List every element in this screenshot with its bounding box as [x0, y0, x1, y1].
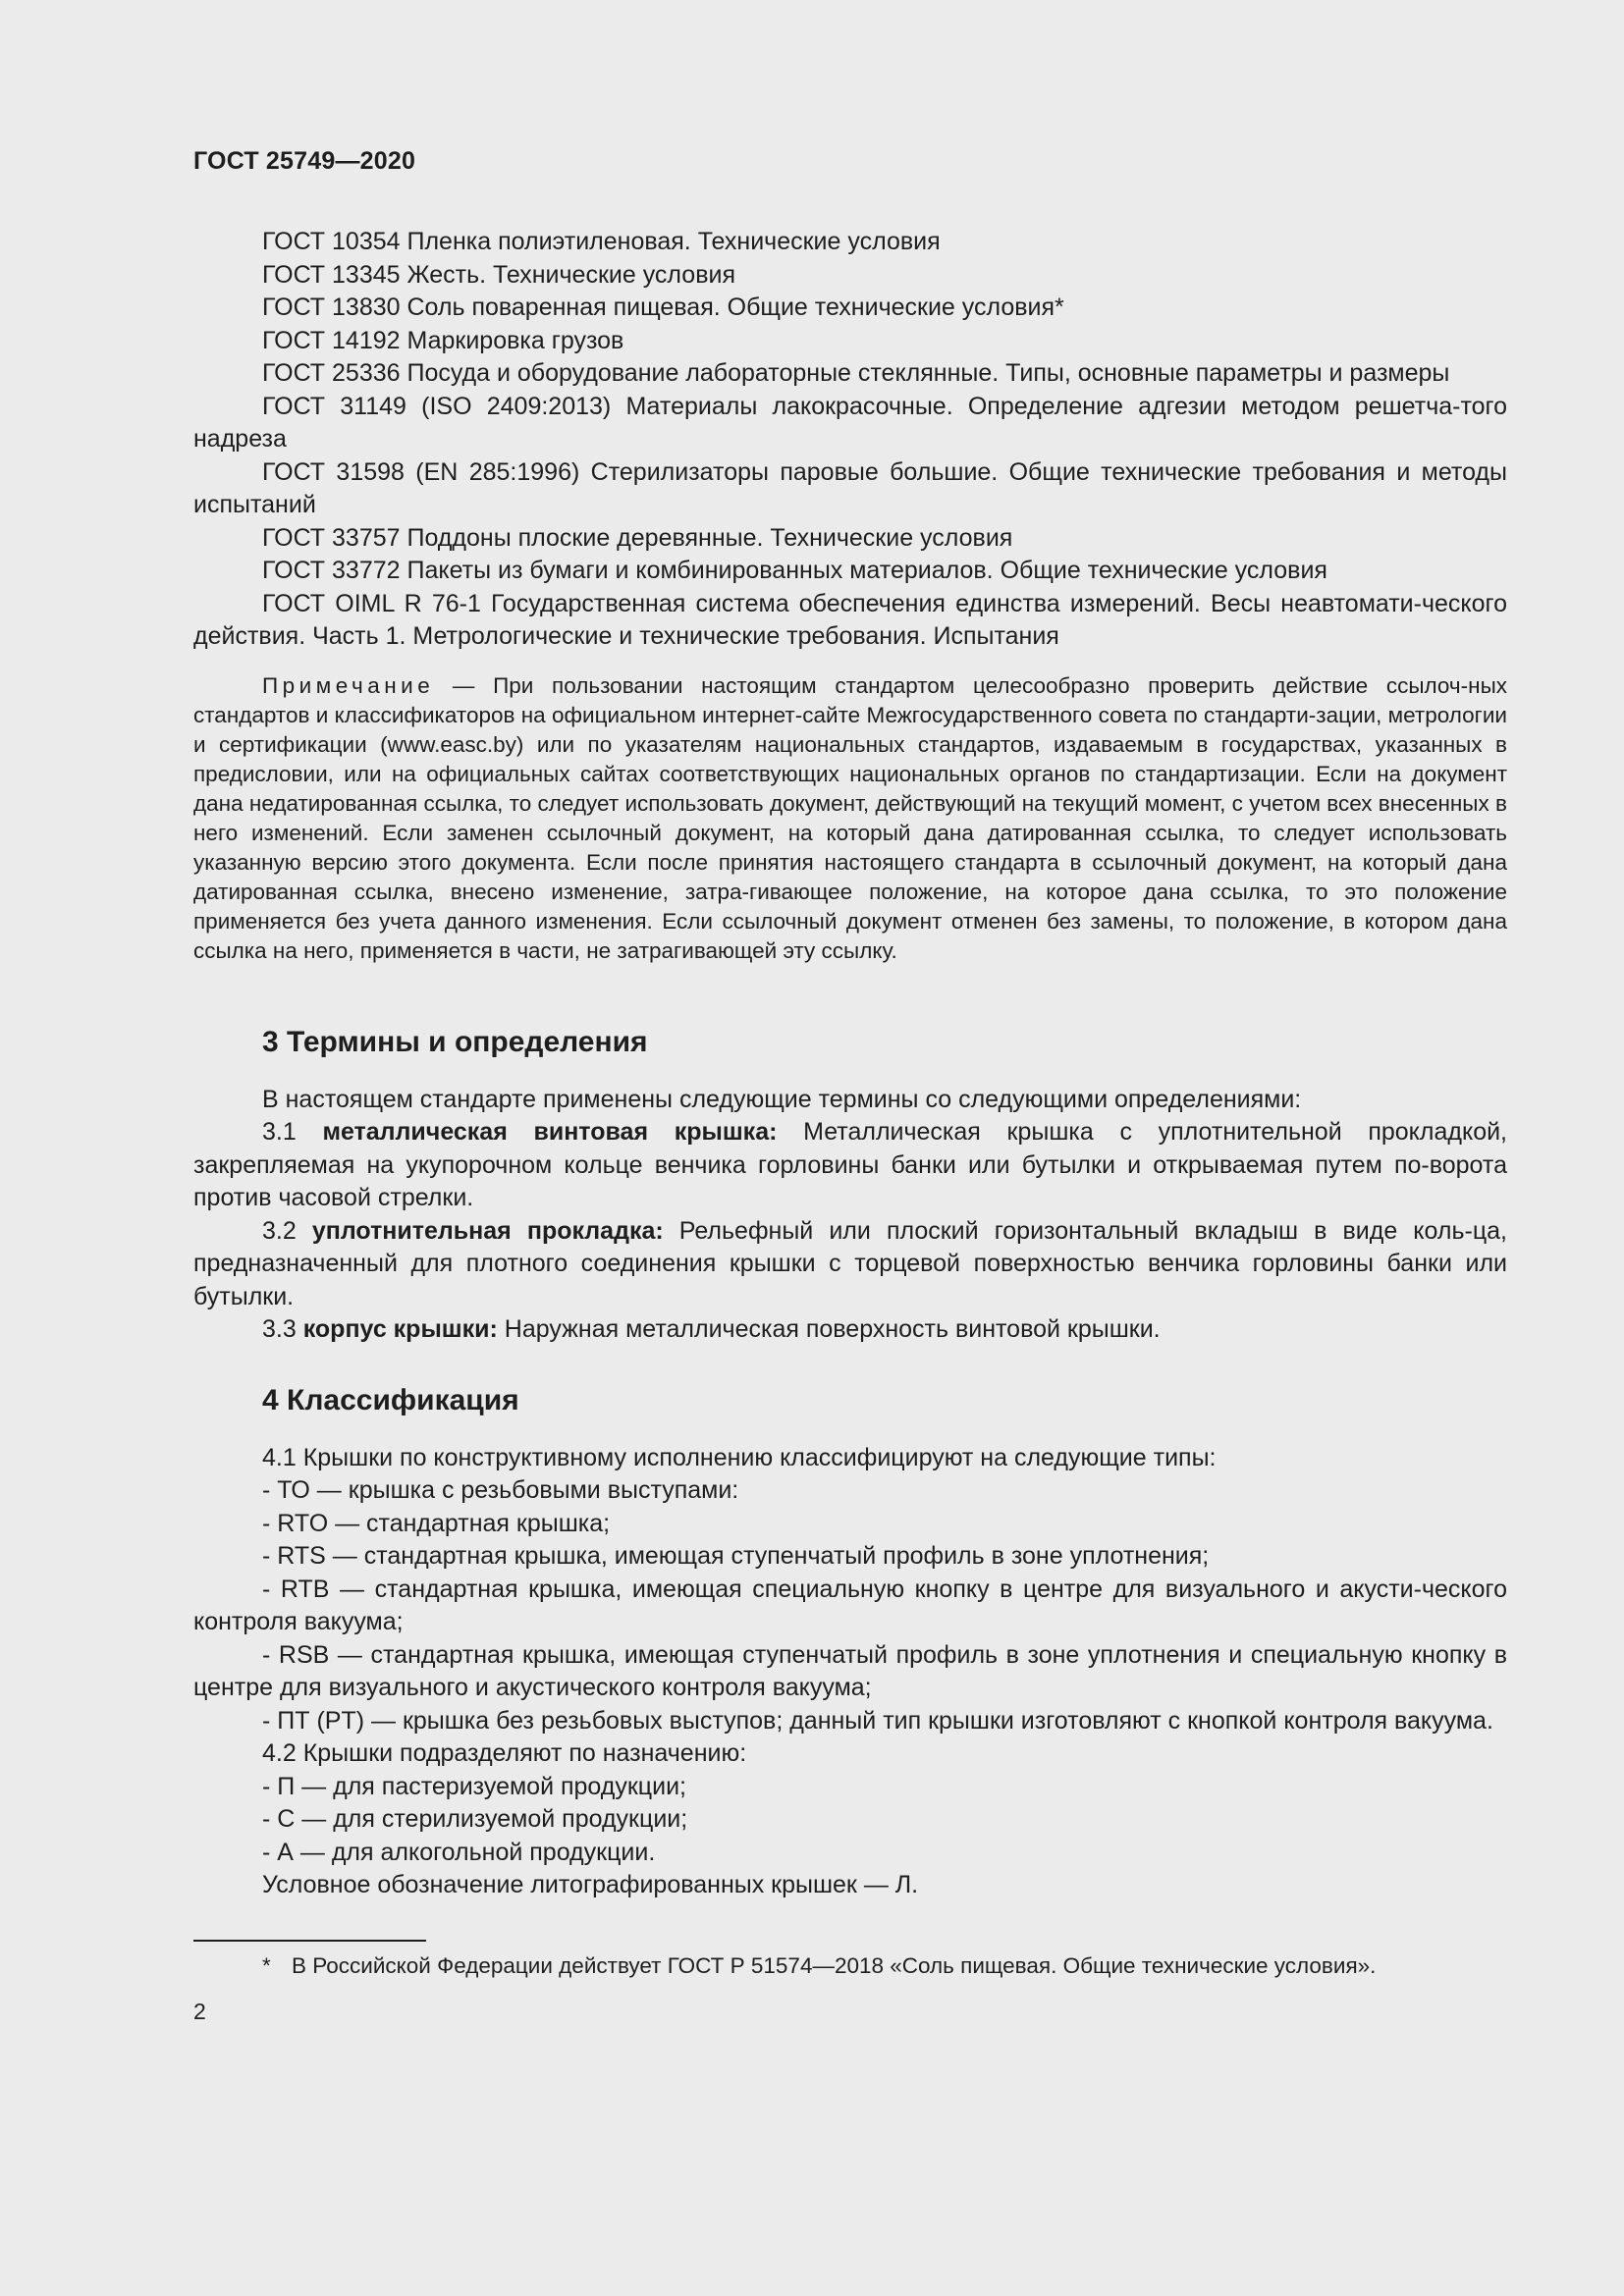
cap-type-item: - RSB — стандартная крышка, имеющая ступенчатый профиль в зоне уплотнения и специальную кнопку в центре для визуального и акустического контроля вакуума;: [193, 1640, 1507, 1701]
cap-type-item: - ТО — крышка с резьбовыми выступами:: [262, 1476, 739, 1504]
cap-type-item: - RTO — стандартная крышка;: [262, 1509, 611, 1537]
section-3-body: [193, 1084, 1507, 1347]
term-name: корпус крышки:: [302, 1315, 498, 1343]
term-number: 3.2: [262, 1216, 297, 1245]
term-definition: [193, 1116, 1507, 1215]
term-text: Наружная металлическая поверхность винтовой крышки.: [497, 1315, 1161, 1343]
reference-item: ГОСТ 33757 Поддоны плоские деревянные. Технические условия: [262, 523, 1013, 552]
clause-4-2: 4.2 Крышки подразделяют по назначению:: [262, 1739, 747, 1767]
footnote: [193, 1951, 1507, 1981]
cap-purpose-item: - П — для пастеризуемой продукции;: [262, 1772, 686, 1800]
cap-type-item: - RTB — стандартная крышка, имеющая специальную кнопку в центре для визуального и акусти-ческого контроля вакуума;: [193, 1575, 1507, 1635]
section-4-title: 4 Классификация: [262, 1383, 519, 1416]
section-3-title: 3 Термины и определения: [262, 1025, 648, 1058]
reference-item: ГОСТ 25336 Посуда и оборудование лабораторные стеклянные. Типы, основные параметры и размеры: [262, 359, 1450, 387]
note-paragraph: [193, 671, 1507, 966]
term-number: 3.3: [262, 1315, 297, 1343]
document-page: [193, 145, 1507, 2026]
term-number: 3.1: [262, 1118, 297, 1146]
cap-type-item: - ПТ (PT) — крышка без резьбовых выступов; данный тип крышки изготовляют с кнопкой контроля вакуума.: [262, 1706, 1493, 1735]
term-text: Рельефный или плоский горизонтальный вкладыш в виде коль-ца, предназначенный для плотного соединения крышки с торцевой поверхностью венчика горловины банки или бутылки.: [193, 1216, 1507, 1310]
reference-item: ГОСТ 14192 Маркировка грузов: [262, 326, 624, 354]
term-name: уплотнительная прокладка:: [311, 1216, 664, 1245]
reference-item: ГОСТ 33772 Пакеты из бумаги и комбинированных материалов. Общие технические условия: [262, 557, 1327, 584]
section-3-intro: В настоящем стандарте применены следующие термины со следующими определениями:: [262, 1085, 1302, 1113]
note-text: — При пользовании настоящим стандартом целесообразно проверить действие ссылоч-ных стандартов и классификаторов на официальном интернет-сайте Межгосударственного совета по стандарти-зации, метрологии и сертификации (www.easc.by) или по указателям национальных стандартов, издаваемым в государствах, указанных в предисловии, или на официальных сайтах соответствующих национальных органов по стандартизации. Если на документ дана недатированная ссылка, то следует использовать документ, действующий на текущий момент, с учетом всех внесенных в него изменений. Если заменен ссылочный документ, на который дана датированная ссылка, то следует использовать указанную версию этого документа. Если после принятия настоящего стандарта в ссылочный документ, на который дана датированная ссылка, внесено изменение, затра-гивающее положение, на которое дана ссылка, то это положение применяется без учета данного изменения. Если ссылочный документ отменен без замены, то положение, в котором дана ссылка на него, применяется в части, не затрагивающей эту ссылку.: [193, 672, 1507, 963]
reference-item: ГОСТ 31598 (EN 285:1996) Стерилизаторы паровые большие. Общие технические требования и методы испытаний: [193, 457, 1507, 518]
reference-item: ГОСТ 31149 (ISO 2409:2013) Материалы лакокрасочные. Определение адгезии методом решетча-того надреза: [193, 392, 1507, 453]
cap-type-item: - RTS — стандартная крышка, имеющая ступенчатый профиль в зоне уплотнения;: [262, 1542, 1210, 1570]
litho-designation: Условное обозначение литографированных крышек — Л.: [262, 1871, 919, 1898]
normative-references-list: [193, 226, 1507, 654]
cap-purpose-item: - С — для стерилизуемой продукции;: [262, 1805, 688, 1833]
page-number: 2: [193, 1998, 206, 2024]
term-definition: [193, 1215, 1507, 1314]
reference-item: ГОСТ 13830 Соль поваренная пищевая. Общие технические условия*: [262, 294, 1064, 321]
cap-purpose-item: - А — для алкогольной продукции.: [262, 1838, 656, 1866]
term-text: Металлическая крышка с уплотнительной прокладкой, закрепляемая на укупорочном кольце венчика горловины банки или бутылки и открываемая путем по-ворота против часовой стрелки.: [193, 1118, 1508, 1211]
footnote-divider: [193, 1940, 426, 1942]
page-header-doc-id: ГОСТ 25749—2020: [193, 147, 416, 175]
section-4-body: [193, 1442, 1507, 1902]
clause-4-1: 4.1 Крышки по конструктивному исполнению классифицируют на следующие типы:: [262, 1443, 1217, 1471]
term-name: металлическая винтовая крышка:: [322, 1118, 778, 1146]
reference-item: ГОСТ 10354 Пленка полиэтиленовая. Технические условия: [262, 228, 941, 255]
note-label: Примечание: [262, 672, 435, 698]
reference-item: ГОСТ OIML R 76-1 Государственная система обеспечения единства измерений. Весы неавтомати-ческого действия. Часть 1. Метрологические и технические требования. Испытания: [193, 589, 1507, 650]
term-definition: [193, 1313, 1507, 1347]
footnote-mark: *: [262, 1952, 271, 1978]
reference-item: ГОСТ 13345 Жесть. Технические условия: [262, 260, 735, 289]
footnote-text: В Российской Федерации действует ГОСТ Р 51574—2018 «Соль пищевая. Общие технические условия».: [292, 1952, 1377, 1978]
